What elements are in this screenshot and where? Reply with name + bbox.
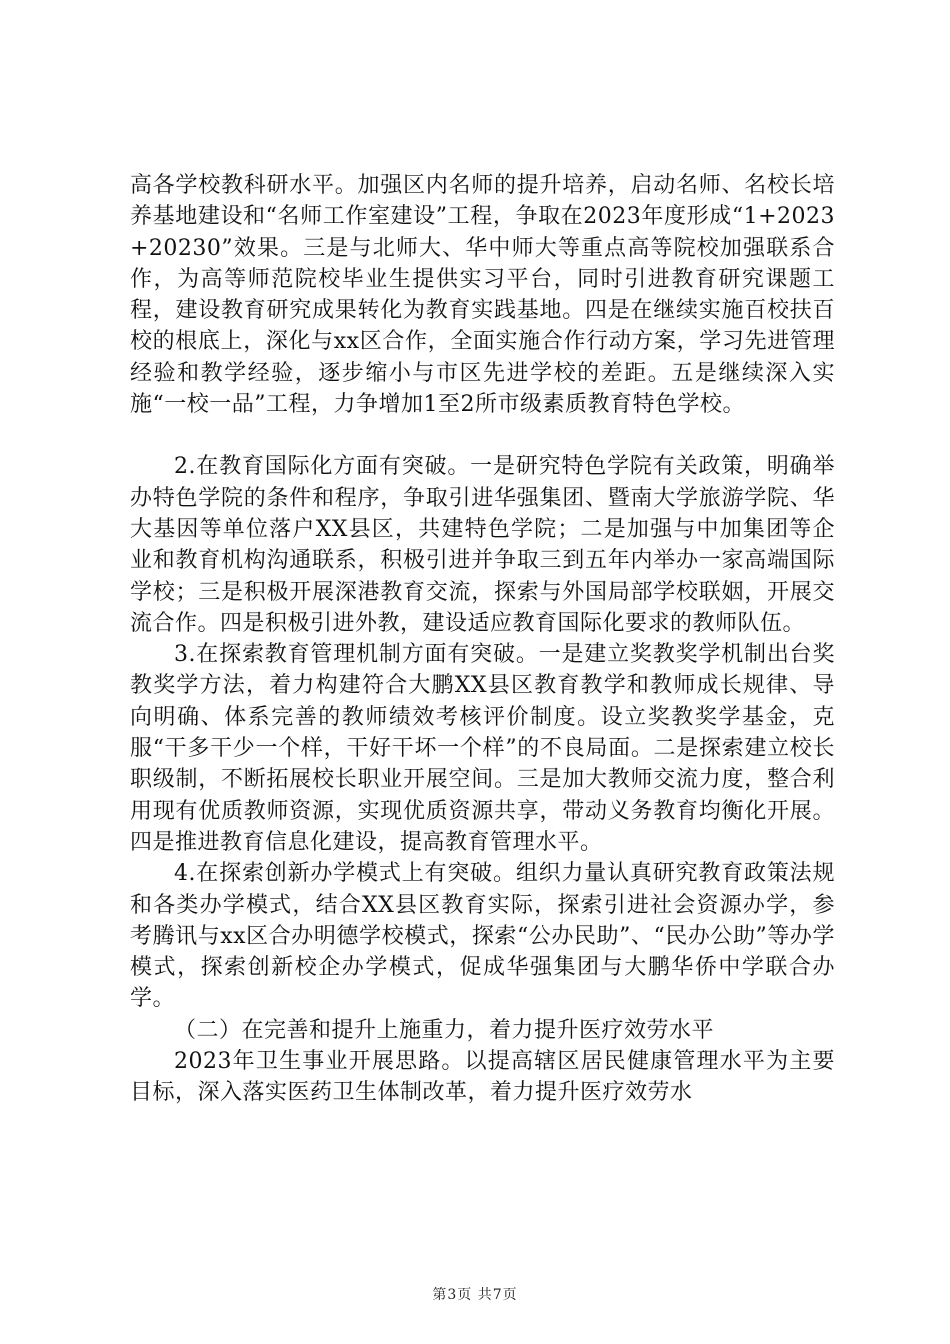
document-body [130,170,835,1109]
paragraph-internationalization: 2.在教育国际化方面有突破。一是研究特色学院有关政策，明确举办特色学院的条件和程序，争取引进华强集团、暨南大学旅游学院、华大基因等单位落户XX县区，共建特色学院；二是加强与中加集团等企业和教育机构沟通联系，积极引进并争取三到五年内举办一家高端国际学校；三是积极开展深港教育交流，探索与外国局部学校联姻，开展交流合作。四是积极引进外教，建设适应教育国际化要求的教师队伍。 [130,454,835,636]
page-number: 第3页 共7页 [432,1287,518,1303]
section-heading-medical: （二）在完善和提升上施重力，着力提升医疗效劳水平 [174,1017,715,1043]
paragraph-teaching-research: 高各学校教科研水平。加强区内名师的提升培养，启动名师、名校长培养基地建设和“名师工作室建设”工程，争取在2023年度形成“1+2023+20230”效果。三是与北师大、华中师大等重点高等院校加强联系合作，为高等师范院校毕业生提供实习平台，同时引进教育研究课题工程，建设教育研究成果转化为教育实践基地。四是在继续实施百校扶百校的根底上，深化与xx区合作，全面实施合作行动方案，学习先进管理经验和教学经验，逐步缩小与市区先进学校的差距。五是继续深入实施“一校一品”工程，力争增加1至2所市级素质教育特色学校。 [130,173,835,418]
paragraph-management-mechanism: 3.在探索教育管理机制方面有突破。一是建立奖教奖学机制出台奖教奖学方法，着力构建符合大鹏XX县区教育教学和教师成长规律、导向明确、体系完善的教师绩效考核评价制度。设立奖教奖学基金，克服“干多干少一个样，干好干坏一个样”的不良局面。二是探索建立校长职级制，不断拓展校长职业开展空间。三是加大教师交流力度，整合利用现有优质教师资源，实现优质资源共享，带动义务教育均衡化开展。四是推进教育信息化建设，提高教育管理水平。 [130,642,835,855]
paragraph-health-plan: 2023年卫生事业开展思路。以提高辖区居民健康管理水平为主要目标，深入落实医药卫生体制改革，着力提升医疗效劳水 [130,1049,835,1106]
paragraph-school-model: 4.在探索创新办学模式上有突破。组织力量认真研究教育政策法规和各类办学模式，结合XX县区教育实际，探索引进社会资源办学，参考腾讯与xx区合办明德学校模式，探索“公办民助”、“民办公助”等办学模式，探索创新校企办学模式，促成华强集团与大鹏华侨中学联合办学。 [130,861,835,1012]
